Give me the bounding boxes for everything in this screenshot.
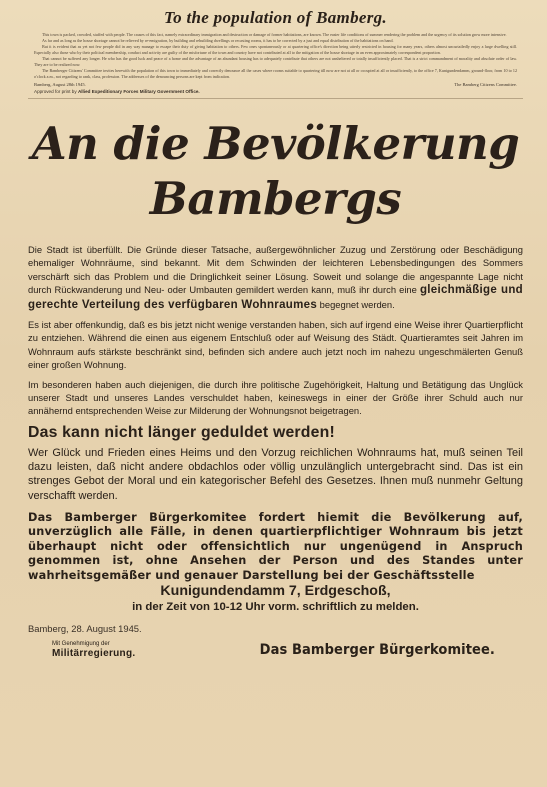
shout-heading: Das kann nicht länger geduldet werden! [28,423,335,441]
office-address: Kunigundendamm 7, Erdgeschoß, [160,583,391,600]
english-paragraph: This town is packed, crowded, stuffed with people. The causes of this fact, namely extraordinary immigration and destruction or damage of former habitations, are known. The easier life conditions of summer rendering the problem and the urgency of its solution grow more intensive. [42,32,507,37]
divider [28,98,523,99]
military-approval [52,640,135,658]
english-notice-text [34,32,517,80]
english-paragraph: That cannot be suffered any longer. He who has the good luck and peace of a home and the advantage of an abundant housing has to adequately contribute that others are not unsheltered or totally insufficiently placed. That is a strict commandment of morality and absolute order of law. They are to be realized now. [34,56,517,67]
headline-line-2: Bambergs [149,172,402,225]
body-paragraph-1 [28,243,523,312]
approved-authority: Allied Expeditionary Forces Military Government Office. [77,89,200,94]
reporting-hours: in der Zeit von 10-12 Uhr vorm. schriftlich zu melden. [132,601,419,614]
english-paragraph: The Bamberger Citizens' Committee invites herewith the population of this town to immediately and correctly denounce all the cases where rooms suitable to quartering till now are not at all or occupied at all or insufficiently, to the office 7, Kunigundendamm, ground-floor, from 10 to 12 o'clock a.m., not regarding to rank, class, profession. The addresses of the denouncing persons are kept from indication. [34,68,517,79]
place-date: Bamberg, 28. August 1945. [28,623,142,635]
english-paragraph: But it is evident that as yet not few people did in any way manage to escape their duty of giving habitation to others. Few ones spontaneously or at quartering office's direction being utterly restricted in housing for many years, others almost uncurtailedly enjoy a large dwelling still. Especially also those who by their political membership, conduct and activity are guilty of the misfortune of the town and country have not contributed at all to the mitigation of the house shortage in an even approximately correspondent proportion. [34,44,517,55]
body-paragraph-2: Es ist aber offenkundig, daß es bis jetzt nicht wenige verstanden haben, sich auf irgend eine Weise ihrer Quartierpflicht zu entziehen. Während die einen aus eigenem Entschluß oder auf Weisung des Städt. Quartieramtes seit Jahren im Wohnraum aufs stärkste beschränkt sind, befinden sich andere auch jetzt noch im nahezu ungeschmälerten Genuß einer großen Wohnung. [28,319,523,371]
english-title: To the population of Bamberg. [164,8,387,27]
appeal-paragraph: Wer Glück und Frieden eines Heims und den Vorzug reichlichen Wohnraums hat, muß seinen Teil dazu leisten, daß nicht andere obdachlos oder völlig unzulänglich untergebracht sind. Das ist ein strenges Gebot der Moral und ein kategorischer Befehl des Gesetzes. Ihnen muß nunmehr Geltung verschafft werden. [28,446,523,502]
body-p1-end: begegnet werden. [319,298,395,310]
approval-line-2: Militärregierung. [52,648,136,660]
approval-line-1: Mit Genehmigung der [52,641,110,648]
english-place-date: Bamberg, August 28th 1945. [34,82,86,87]
demand-paragraph: Das Bamberger Bürgerkomitee fordert hiemit die Bevölkerung auf, unverzüglich alle Fälle, in denen quartierpflichtiger Wohnraum bis jetzt überhaupt nicht oder offensichtlich nur ungenügend in Anspruch genommen ist, ohne Ansehen der Person und des Standes unter wahrheitsgemäßer und genauer Darstellung bei der Geschäftsstelle [28,511,523,582]
signature-row [28,640,523,658]
body-text [28,243,523,418]
english-approval [34,89,517,94]
approved-prefix: Approved for print by [34,89,77,94]
headline-line-1: An die Bevölkerung [31,117,520,170]
body-paragraph-3: Im besonderen haben auch diejenigen, die durch ihre politische Zugehörigkeit, Haltung und Betätigung das Unglück unserer Stadt und unseres Landes verschuldet haben, keineswegs in einer der Größe ihrer Schuld auch nur annähernd entsprechenden Weise zur Milderung der Wohnungsnot beigetragen. [28,378,523,417]
committee-signature: Das Bamberger Bürgerkomitee. [259,642,495,659]
body-p1-text: Die Stadt ist überfüllt. Die Gründe dieser Tatsache, außergewöhnlicher Zuzug und Zerstörung oder Beschädigung ehemaliger Wohnräume, sind bekannt. Mit dem Schwinden der leichteren Lebensbedingungen des Sommers verschärft sich das Problem und die Dringlichkeit seiner Lösung. Soweit und solange die angespannte Lage nicht durch Rückwanderung und Neu- oder Umbauten gemildert werden kann, muß ihr durch eine [28,244,523,296]
english-paragraph: As far and as long as the house shortage cannot be relieved by re-emigration, by building and rebuilding dwellings or recasting rooms, it has to be corrected by a just and equal distribution of the habitations on hand. [42,38,394,43]
english-footer [34,82,517,87]
english-signed: The Bamberg Citizens Committee. [454,82,517,87]
body-p1-highlight: gleichmäßige und gerechte Verteilung des verfügbaren Wohnraumes [28,284,523,311]
